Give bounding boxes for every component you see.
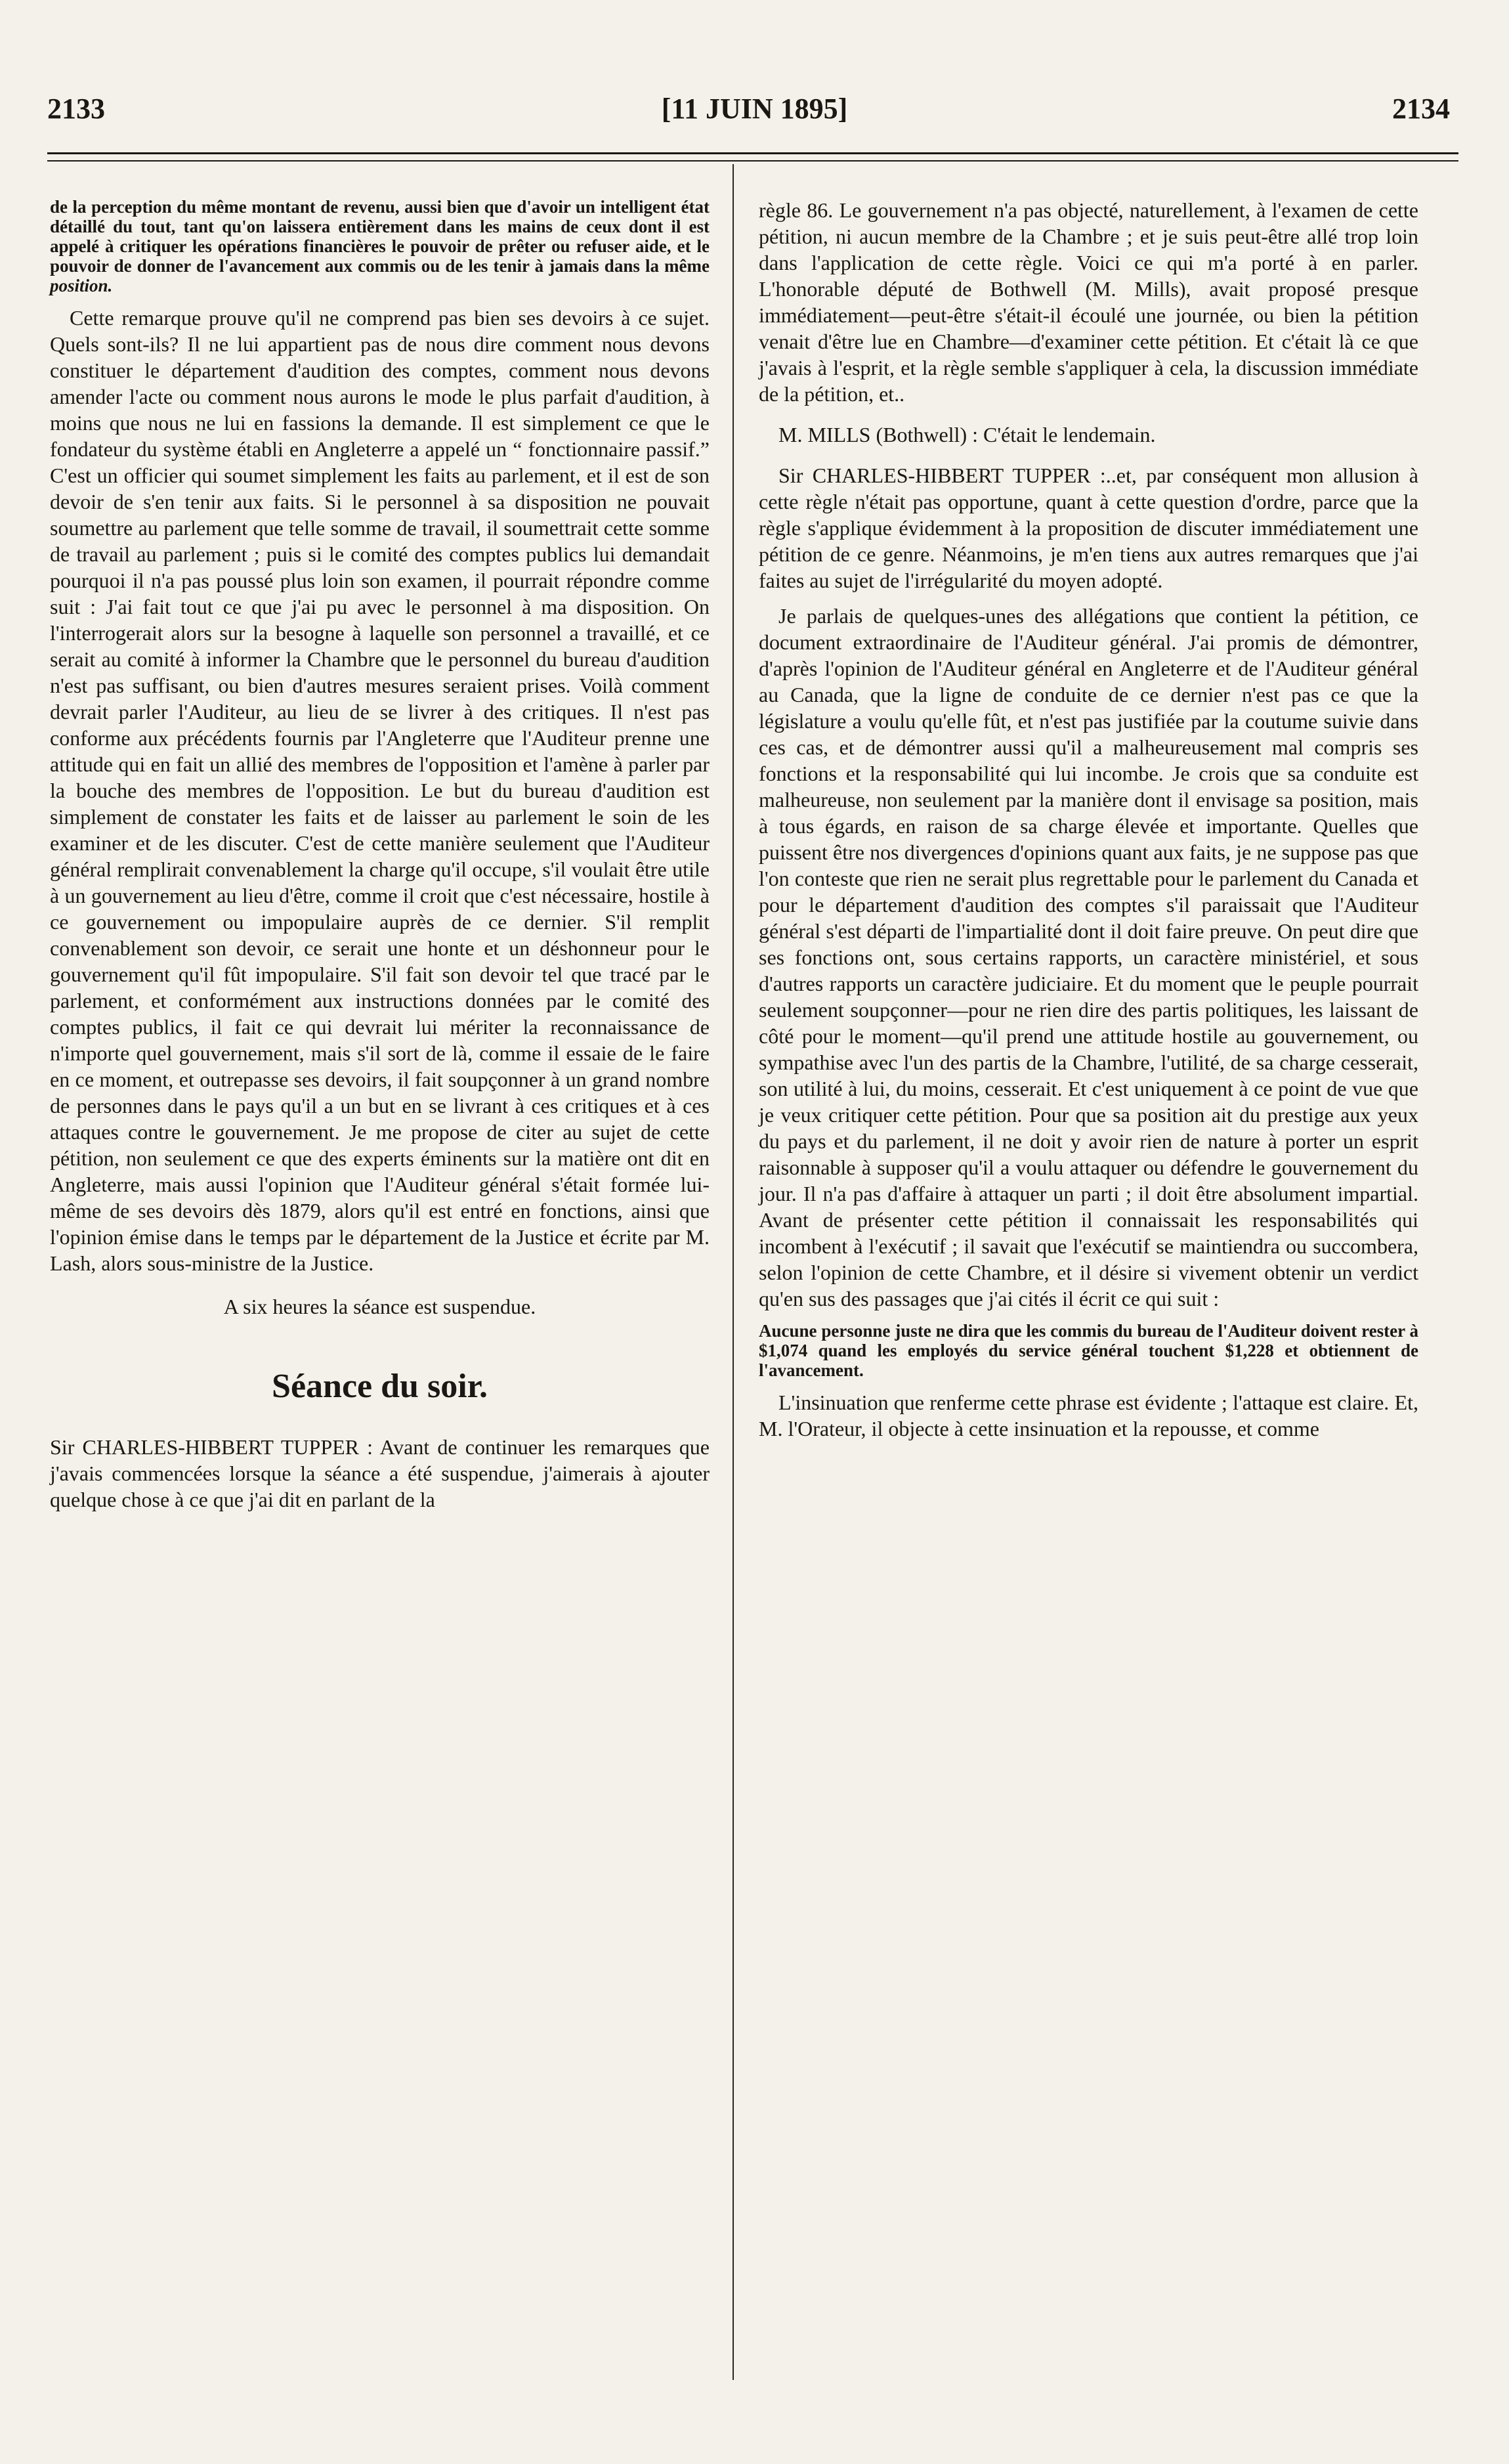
page-number-right: 2134 [1392, 93, 1450, 125]
section-heading: Séance du soir. [272, 1368, 488, 1405]
right-column [759, 197, 1418, 1451]
page-number-left: 2133 [47, 93, 105, 125]
speaker-name: Sir CHARLES-HIBBERT TUPPER : [778, 464, 1106, 487]
speech-text: C'était le lendemain. [983, 423, 1156, 446]
session-suspended: A six heures la séance est suspendue. [223, 1295, 536, 1318]
speaker-name: M. MILLS (Bothwell) : [778, 423, 978, 446]
paragraph: Cette remarque prouve qu'il ne comprend pas bien ses devoirs à ce sujet. Quels sont-ils? Il ne lui appartient pas de nous dire comment nous devons constituer le département d'audition des comptes, comment nous devons amender l'acte ou comment nous aurons le mode le plus parfait d'audition, à moins que nous ne lui en fassions la demande. Il est simplement ce que le fondateur du système établi en Angleterre a appelé un “ fonctionnaire passif.” C'est un officier qui soumet simplement les faits au parlement, et il est de son devoir de s'en tenir aux faits. Si le personnel à sa disposition ne pouvait soumettre au parlement que telle somme de travail, il soumettrait cette somme de travail au parlement ; puis si le comité des comptes publics lui demandait pourquoi il n'a pas poussé plus loin son examen, il pourrait répondre comme suit : J'ai fait tout ce que j'ai pu avec le personnel à ma disposition. On l'interrogerait alors sur la besogne à laquelle son personnel a travaillé, et ce serait au comité à informer la Chambre que le personnel du bureau d'audition n'est pas suffisant, ou bien d'autres mesures seraient prises. Voilà comment devrait parler l'Auditeur, au lieu de se livrer à des critiques. Il n'est pas conforme aux précédents fournis par l'Angleterre que l'Auditeur prenne une attitude qui en fait un allié des membres de l'opposition et l'amène à parler par la bouche des membres de l'opposition. Le but du bureau d'audition est simplement de constater les faits et de laisser au parlement le soin de les examiner et de les discuter. C'est de cette manière seulement que l'Auditeur général remplirait convenablement la charge qu'il occupe, s'il voulait être utile à un gouvernement au lieu d'être, comme il croit que c'est nécessaire, hostile à ce gouvernement ou impopulaire auprès de ce dernier. S'il remplit convenablement son devoir, ce serait une honte et un déshonneur pour le gouvernement qu'il fût impopulaire. S'il fait son devoir tel que tracé par le parlement, et conformément aux instructions données par le comité des comptes publics, il fait ce qui devrait lui mériter la reconnaissance de n'importe quel gouvernement, mais s'il sort de là, comme il essaie de le faire en ce moment, et outrepasse ses devoirs, il fait soupçonner à un grand nombre de personnes dans le pays qu'il a un but en se livrant à ces critiques et à ces attaques contre le gouvernement. Je me propose de citer au sujet de cette pétition, non seulement ce que des experts éminents sur la matière ont dit en Angleterre, mais aussi l'opinion que l'Auditeur général s'était formée lui-même de ses devoirs dès 1879, alors qu'il est entré en fonctions, ainsi que l'opinion émise dans le temps par le département de la Justice et écrite par M. Lash, alors sous-ministre de la Justice. [50, 306, 710, 1275]
paragraph: règle 86. Le gouvernement n'a pas objecté, naturellement, à l'examen de cette pétition, ni aucun membre de la Chambre ; et je suis peut-être allé trop loin dans l'application de cette règle. Voici ce qui m'a porté à en parler. L'honorable député de Bothwell (M. Mills), avait proposé presque immédiatement—peut-être s'était-il écoulé une journée, ou bien la pétition venait d'être lue en Chambre—d'examiner cette pétition. Et c'était là ce que j'avais à l'esprit, et la règle semble s'appliquer à cela, la discussion immédiate de la pétition, et.. [759, 198, 1418, 406]
header-rule-top [47, 152, 1458, 154]
paragraph: L'insinuation que renferme cette phrase est évidente ; l'attaque est claire. Et, M. l'Orateur, il objecte à cette insinuation et la repousse, et comme [759, 1391, 1418, 1440]
left-column [50, 197, 710, 1522]
quote-text: de la perception du même montant de revenu, aussi bien que d'avoir un intelligent état détaillé du tout, tant qu'on laissera entièrement dans les mains de ceux dont il est appelé à critiquer les opérations financières le pouvoir de prêter ou refuser aide, et le pouvoir de donner de l'avancement aux commis ou de les tenir à jamais dans la même [50, 197, 710, 276]
paragraph: Je parlais de quelques-unes des allégations que contient la pétition, ce document extraordinaire de l'Auditeur général. J'ai promis de démontrer, d'après l'opinion de l'Auditeur général en Angleterre et de l'Auditeur général au Canada, que la ligne de conduite de ce dernier n'est pas ce que la législature a voulu qu'elle fût, et n'est pas justifiée par la coutume suivie dans ces cas, et de démontrer aussi qu'il a malheureusement mal compris ses fonctions et la responsabilité qui lui incombe. Je crois que sa conduite est malheureuse, non seulement par la manière dont il envisage sa position, mais à tous égards, en raison de sa charge élevée et importante. Quelles que puissent être nos divergences d'opinions quant aux faits, je ne suppose pas que l'on conteste que rien ne serait plus regrettable pour le parlement du Canada et pour le département d'audition des comptes s'il paraissait que l'Auditeur général s'est départi de l'impartialité dont il doit faire preuve. On peut dire que ses fonctions ont, sous certains rapports, un caractère ministériel, et sous d'autres rapports un caractère judiciaire. Et du moment que le peuple pourrait seulement soupçonner—pour ne rien dire des partis politiques, les laissant de côté pour le moment—qu'il prend une attitude hostile au gouvernement, ou sympathise avec l'un des partis de la Chambre, l'utilité, de sa charge cesserait, son utilité à lui, du moins, cesserait. Et c'est uniquement à ce point de vue que je veux critiquer cette pétition. Pour que sa position ait du prestige aux yeux du pays et du parlement, il ne doit y avoir rien de nature à porter un esprit raisonnable à supposer qu'il a voulu attaquer ou défendre le gouvernement du jour. Il n'a pas d'affaire à attaquer un parti ; il doit être absolument impartial. Avant de présenter cette pétition il connaissait les responsabilités qui incombent à l'exécutif ; il savait que l'exécutif se maintiendra ou succombera, selon l'opinion de cette Chambre, et il désire si vivement obtenir un verdict qu'en sus des passages que j'ai cités il écrit ce qui suit : [759, 604, 1418, 1310]
speaker-name: Sir CHARLES-HIBBERT TUPPER : [50, 1435, 373, 1459]
speech-text: Avant de continuer les remarques que j'avais commencées lorsque la séance a été suspendue, j'aimerais à ajouter quelque chose à ce que j'ai dit en parlant de la [50, 1435, 710, 1511]
header-rule-bottom [47, 160, 1458, 162]
quote-block: Aucune personne juste ne dira que les commis du bureau de l'Auditeur doivent rester à $1,074 quand les employés du service général touchent $1,228 et obtiennent de l'avancement. [759, 1321, 1418, 1380]
speech-paragraph [50, 1434, 710, 1513]
header-date: [11 JUIN 1895] [661, 93, 848, 125]
column-divider [733, 164, 734, 2380]
speech-paragraph [759, 462, 1418, 594]
quote-block [50, 197, 710, 295]
quote-end: position. [50, 276, 113, 295]
speech-text: ..et, par conséquent mon allusion à cette règle n'était pas opportune, quant à cette question d'ordre, parce que la règle s'applique évidemment à la proposition de discuter immédiatement une pétition de ce genre. Néanmoins, je m'en tiens aux autres remarques que j'ai faites au sujet de l'irrégularité du moyen adopté. [759, 464, 1419, 592]
speech-paragraph [759, 421, 1418, 448]
